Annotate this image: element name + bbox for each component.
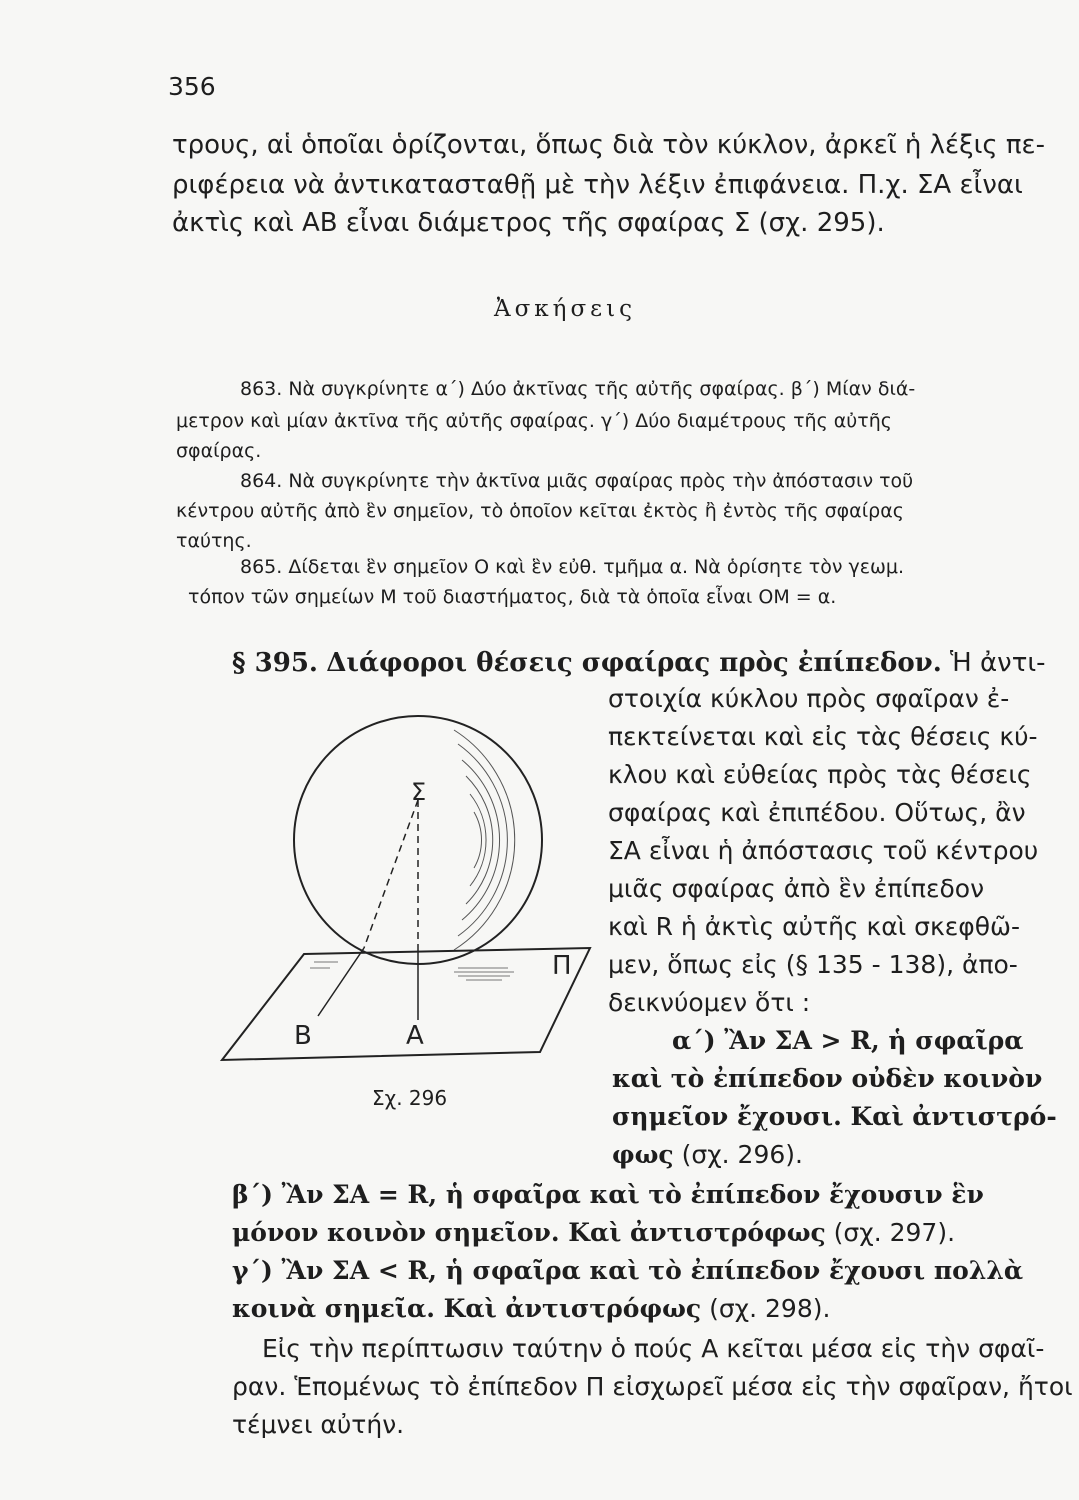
exercise-line-6: ταύτης. xyxy=(176,530,252,552)
exercises-heading: Ἀσκήσεις xyxy=(494,296,636,322)
right-line-1: στοιχία κύκλου πρὸς σφαῖραν ἐ- xyxy=(608,684,1010,713)
label-plane: Π xyxy=(552,951,572,981)
case-a-line-1: α΄) Ἂν ΣΑ > R, ἡ σφαῖρα xyxy=(672,1026,1024,1055)
right-line-2: πεκτείνεται καὶ εἰς τὰς θέσεις κύ- xyxy=(608,722,1038,751)
case-a-line-3: σημεῖον ἔχουσι. Καὶ ἀντιστρό- xyxy=(612,1102,1057,1131)
right-line-5: ΣΑ εἶναι ἡ ἀπόστασις τοῦ κέντρου xyxy=(608,836,1039,865)
right-line-8: μεν, ὅπως εἰς (§ 135 - 138), ἀπο- xyxy=(608,950,1018,979)
sphere-plane-figure xyxy=(218,700,598,1120)
section-heading xyxy=(232,648,1046,678)
radius-to-b xyxy=(364,800,418,948)
case-c-text: κοινὰ σημεῖα. Καὶ ἀντιστρόφως xyxy=(232,1294,702,1323)
case-b-ref: (σχ. 297). xyxy=(825,1218,956,1247)
case-b-text: μόνον κοινὸν σημεῖον. Καὶ ἀντιστρόφως xyxy=(232,1218,826,1247)
section-title: Διάφοροι θέσεις σφαίρας πρὸς ἐπίπεδον. xyxy=(326,648,942,678)
case-a-line-2: καὶ τὸ ἐπίπεδον οὐδὲν κοινὸν xyxy=(612,1064,1043,1093)
label-a: Α xyxy=(406,1021,424,1051)
exercise-line-4: 864. Νὰ συγκρίνητε τὴν ἀκτῖνα μιᾶς σφαίρας πρὸς τὴν ἀπόστασιν τοῦ xyxy=(240,470,914,492)
figure-caption: Σχ. 296 xyxy=(372,1086,448,1110)
exercise-line-3: σφαίρας. xyxy=(176,440,262,462)
final-line-3: τέμνει αὐτήν. xyxy=(232,1410,405,1439)
segment-b xyxy=(318,948,364,1016)
page-number: 356 xyxy=(168,72,216,101)
label-b: Β xyxy=(294,1021,312,1051)
case-c-line-2 xyxy=(232,1294,830,1323)
section-first-line-tail: Ἡ ἀντι- xyxy=(950,648,1046,678)
exercise-line-7: 865. Δίδεται ἓν σημεῖον Ο καὶ ἓν εὐθ. τμῆμα α. Νὰ ὁρίσητε τὸν γεωμ. xyxy=(240,556,905,578)
case-c-ref: (σχ. 298). xyxy=(701,1294,831,1323)
final-line-2: ραν. Ἑπομένως τὸ ἐπίπεδον Π εἰσχωρεῖ μέσα εἰς τὴν σφαῖραν, ἤτοι xyxy=(232,1372,1073,1401)
sphere-shading xyxy=(454,730,515,950)
exercise-line-8: τόπον τῶν σημείων Μ τοῦ διαστήματος, διὰ τὰ ὁποῖα εἶναι ΟΜ = α. xyxy=(188,586,837,608)
right-line-6: μιᾶς σφαίρας ἀπὸ ἓν ἐπίπεδον xyxy=(608,874,985,903)
right-line-9: δεικνύομεν ὅτι : xyxy=(608,988,811,1017)
intro-line-3: ἀκτὶς καὶ ΑΒ εἶναι διάμετρος τῆς σφαίρας Σ (σχ. 295). xyxy=(172,208,885,238)
intro-line-1: τρους, αἱ ὁποῖαι ὁρίζονται, ὅπως διὰ τὸν κύκλον, ἀρκεῖ ἡ λέξις πε- xyxy=(172,130,1045,160)
label-center: Σ xyxy=(411,778,427,806)
case-a-word: φως xyxy=(612,1140,674,1169)
exercise-line-5: κέντρου αὐτῆς ἀπὸ ἓν σημεῖον, τὸ ὁποῖον κεῖται ἐκτὸς ἢ ἐντὸς τῆς σφαίρας xyxy=(176,500,904,522)
section-number: § 395. xyxy=(232,648,318,678)
case-b-line-2 xyxy=(232,1218,955,1247)
right-line-3: κλου καὶ εὐθείας πρὸς τὰς θέσεις xyxy=(608,760,1032,789)
final-line-1: Εἰς τὴν περίπτωσιν ταύτην ὁ πούς Α κεῖται μέσα εἰς τὴν σφαῖ- xyxy=(262,1334,1045,1363)
case-c-line-1: γ΄) Ἂν ΣΑ < R, ἡ σφαῖρα καὶ τὸ ἐπίπεδον ἔχουσι πολλὰ xyxy=(232,1256,1024,1285)
right-line-7: καὶ R ἡ ἀκτὶς αὐτῆς καὶ σκεφθῶ- xyxy=(608,912,1020,941)
case-b-line-1: β΄) Ἂν ΣΑ = R, ἡ σφαῖρα καὶ τὸ ἐπίπεδον ἔχουσιν ἓν xyxy=(232,1180,984,1209)
intro-line-2: ριφέρεια νὰ ἀντικατασταθῇ μὲ τὴν λέξιν ἐπιφάνεια. Π.χ. ΣΑ εἶναι xyxy=(172,170,1023,200)
exercise-line-1: 863. Νὰ συγκρίνητε α΄) Δύο ἀκτῖνας τῆς αὐτῆς σφαίρας. β΄) Μίαν διά- xyxy=(240,378,916,400)
exercise-line-2: μετρον καὶ μίαν ἀκτῖνα τῆς αὐτῆς σφαίρας. γ΄) Δύο διαμέτρους τῆς αὐτῆς xyxy=(176,410,892,432)
right-line-4: σφαίρας καὶ ἐπιπέδου. Οὕτως, ἂν xyxy=(608,798,1026,827)
case-a-line-4 xyxy=(612,1140,803,1169)
case-a-ref: (σχ. 296). xyxy=(673,1140,803,1169)
